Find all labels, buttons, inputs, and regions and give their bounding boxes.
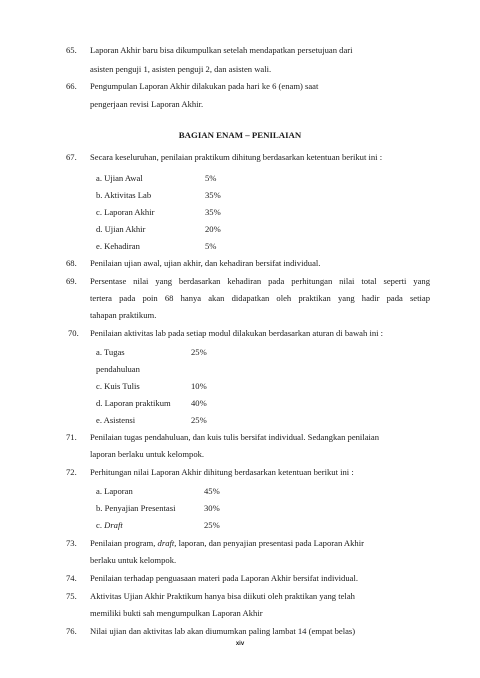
item-text: Laporan Akhir baru bisa dikumpulkan setelah mendapatkan persetujuan dari bbox=[90, 45, 353, 55]
item-text: tahapan praktikum. bbox=[90, 310, 157, 320]
item-text: Pengumpulan Laporan Akhir dilakukan pada hari ke 6 (enam) saat bbox=[90, 81, 319, 91]
grade-label-emphasis: Draft bbox=[104, 520, 123, 530]
grade-value: 5% bbox=[205, 173, 217, 183]
grade-value: 40% bbox=[191, 398, 207, 408]
grade-value: 20% bbox=[205, 224, 221, 234]
grade-value: 30% bbox=[204, 503, 220, 513]
grade-label: b. Penyajian Presentasi bbox=[96, 503, 176, 513]
grade-label: pendahuluan bbox=[96, 364, 140, 374]
item-text-part: Penilaian program, bbox=[90, 538, 156, 548]
item-text: Nilai ujian dan aktivitas lab akan diumumkan paling lambat 14 (empat belas) bbox=[90, 626, 356, 636]
item-text: Perhitungan nilai Laporan Akhir dihitung berdasarkan ketentuan berikut ini : bbox=[90, 467, 354, 477]
grade-label: b. Aktivitas Lab bbox=[96, 190, 152, 200]
item-text: Penilaian tugas pendahuluan, dan kuis tulis bersifat individual. Sedangkan penilaian bbox=[90, 432, 380, 442]
item-number: 71. bbox=[66, 432, 77, 442]
grade-label: e. Asistensi bbox=[96, 415, 136, 425]
item-text: memiliki bukti sah mengumpulkan Laporan Akhir bbox=[90, 608, 263, 618]
grade-label: a. Laporan bbox=[96, 486, 133, 496]
item-number: 73. bbox=[66, 538, 77, 548]
grade-value: 25% bbox=[191, 347, 207, 357]
item-text: asisten penguji 1, asisten penguji 2, dan asisten wali. bbox=[90, 64, 272, 74]
item-text: Penilaian ujian awal, ujian akhir, dan kehadiran bersifat individual. bbox=[90, 258, 321, 268]
item-number: 65. bbox=[66, 45, 77, 55]
grade-value: 35% bbox=[205, 207, 221, 217]
item-text: laporan berlaku untuk kelompok. bbox=[90, 449, 205, 459]
item-number: 69. bbox=[66, 276, 77, 286]
page-number: xiv bbox=[235, 641, 245, 647]
grade-value: 5% bbox=[205, 241, 217, 251]
grade-label: e. Kehadiran bbox=[96, 241, 140, 251]
grade-label bbox=[96, 519, 123, 531]
grade-value: 10% bbox=[191, 381, 207, 391]
grade-label: c. Laporan Akhir bbox=[96, 207, 155, 217]
grade-value: 35% bbox=[205, 190, 221, 200]
grade-label: d. Ujian Akhir bbox=[96, 224, 146, 234]
item-text-emphasis: draft bbox=[157, 538, 175, 548]
item-text: tertera pada poin 68 hanya akan didapatkan oleh praktikan yang hadir pada setiap bbox=[90, 293, 430, 303]
item-text bbox=[90, 537, 364, 549]
item-text: berlaku untuk kelompok. bbox=[90, 555, 177, 565]
item-text-part: , laporan, dan penyajian presentasi pada Laporan Akhir bbox=[174, 538, 364, 548]
grade-label-prefix: c. bbox=[96, 520, 102, 530]
item-number: 68. bbox=[66, 258, 77, 268]
item-text: pengerjaan revisi Laporan Akhir. bbox=[90, 99, 204, 109]
grade-label: a. Tugas bbox=[96, 347, 125, 357]
grade-label: a. Ujian Awal bbox=[96, 173, 143, 183]
section-heading: BAGIAN ENAM – PENILAIAN bbox=[178, 130, 302, 140]
item-text: Penilaian aktivitas lab pada setiap modul dilakukan berdasarkan aturan di bawah ini : bbox=[90, 328, 384, 338]
grade-label: d. Laporan praktikum bbox=[96, 398, 171, 408]
item-number: 74. bbox=[66, 573, 77, 583]
item-number: 76. bbox=[66, 626, 77, 636]
grade-value: 45% bbox=[204, 486, 220, 496]
grade-value: 25% bbox=[191, 415, 207, 425]
item-number: 67. bbox=[66, 152, 77, 162]
item-number: 75. bbox=[66, 591, 77, 601]
grade-label: c. Kuis Tulis bbox=[96, 381, 140, 391]
item-text: Aktivitas Ujian Akhir Praktikum hanya bisa diikuti oleh praktikan yang telah bbox=[90, 591, 355, 601]
item-text: Penilaian terhadap penguasaan materi pada Laporan Akhir bersifat individual. bbox=[90, 573, 358, 583]
item-number: 72. bbox=[66, 467, 77, 477]
item-number: 70. bbox=[68, 328, 79, 338]
item-text: Persentase nilai yang berdasarkan kehadiran pada perhitungan nilai total seperti yang bbox=[90, 276, 430, 286]
item-text: Secara keseluruhan, penilaian praktikum dihitung berdasarkan ketentuan berikut ini : bbox=[90, 152, 383, 162]
item-number: 66. bbox=[66, 81, 77, 91]
grade-value: 25% bbox=[204, 520, 220, 530]
